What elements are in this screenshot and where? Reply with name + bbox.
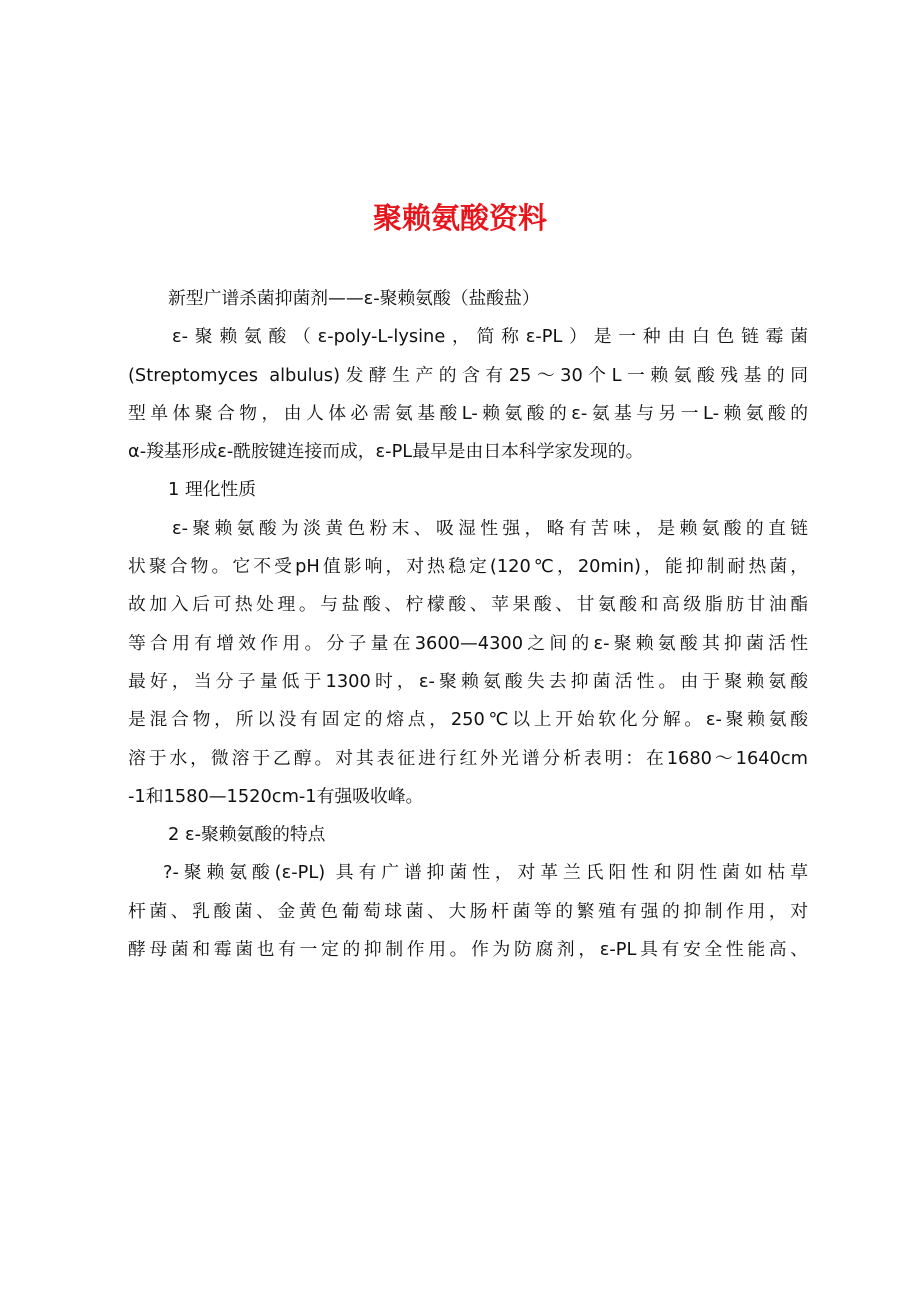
intro-line: ε-聚赖氨酸（ε-poly-L-lysine，简称ε-PL）是一种由白色链霉菌 [172,326,808,348]
document-title: 聚赖氨酸资料 [372,201,547,235]
section1-line: 故加入后可热处理。与盐酸、柠檬酸、苹果酸、甘氨酸和高级脂肪甘油酯 [128,594,808,616]
section1-heading-text: 1 理化性质 [168,479,257,501]
document-body [128,280,808,969]
section1-line: 状聚合物。它不受pH值影响，对热稳定(120℃，20min)，能抑制耐热菌， [128,556,808,578]
section2-line: 杆菌、乳酸菌、金黄色葡萄球菌、大肠杆菌等的繁殖有强的抑制作用，对 [128,900,808,922]
section1-paragraph [128,510,808,816]
section2-line: ?-聚赖氨酸(ε-PL) 具有广谱抑菌性，对革兰氏阳性和阴性菌如枯草 [163,862,808,884]
section2-line: 酵母菌和霉菌也有一定的抑制作用。作为防腐剂，ε-PL具有安全性能高、 [128,939,808,961]
subtitle-line: 新型广谱杀菌抑菌剂——ε-聚赖氨酸（盐酸盐） [168,288,540,309]
intro-line: 型单体聚合物，由人体必需氨基酸L-赖氨酸的ε-氨基与另一L-赖氨酸的 [128,402,808,424]
section2-heading-text: 2 ε-聚赖氨酸的特点 [168,824,326,846]
section1-line: -1和1580—1520cm-1有强吸收峰。 [128,785,424,807]
section1-line: 是混合物，所以没有固定的熔点，250℃以上开始软化分解。ε-聚赖氨酸 [128,709,808,731]
section1-line: 最好，当分子量低于1300时，ε-聚赖氨酸失去抑菌活性。由于聚赖氨酸 [128,670,808,692]
section1-line: 溶于水，微溶于乙醇。对其表征进行红外光谱分析表明：在1680～1640cm [128,747,808,769]
section2-heading [128,816,808,854]
section1-line: ε-聚赖氨酸为淡黄色粉末、吸湿性强，略有苦味，是赖氨酸的直链 [172,517,808,539]
intro-line: (Streptomyces albulus)发酵生产的含有25～30个L一赖氨酸残基的同 [128,364,808,386]
intro-paragraph [128,318,808,471]
intro-line: α-羧基形成ε-酰胺键连接而成，ε-PL最早是由日本科学家发现的。 [128,441,644,463]
subtitle-paragraph [128,280,808,318]
section1-line: 等合用有增效作用。分子量在3600—4300之间的ε-聚赖氨酸其抑菌活性 [128,632,808,654]
section2-paragraph [128,854,808,969]
section1-heading [128,471,808,509]
